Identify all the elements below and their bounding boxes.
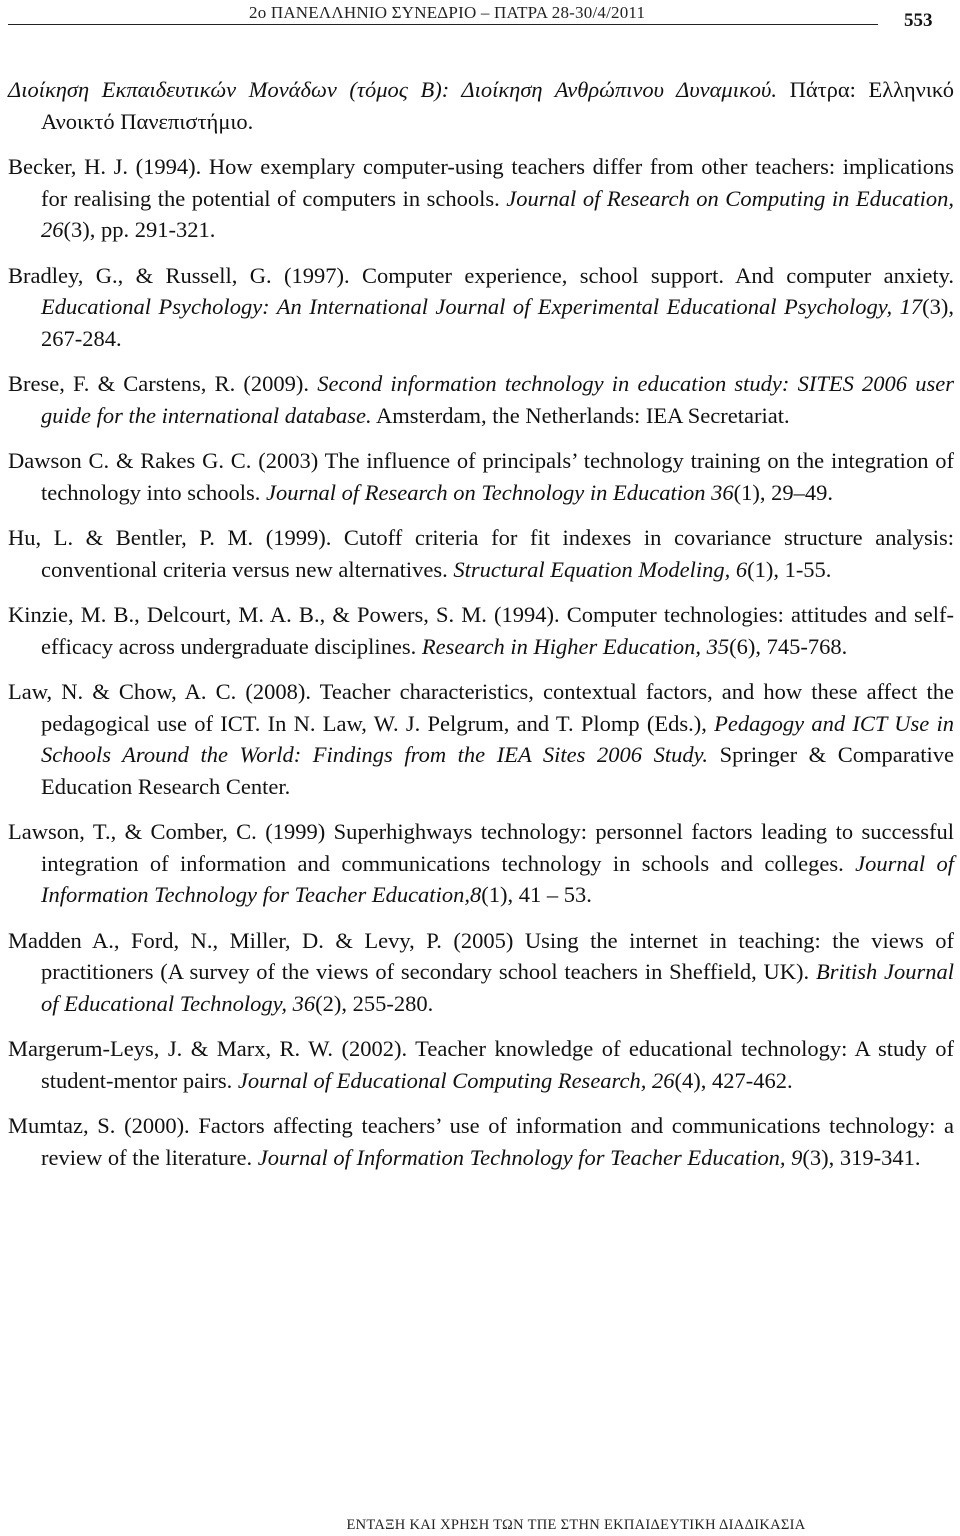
page-header bbox=[0, 0, 960, 40]
reference-item bbox=[8, 676, 954, 802]
reference-item bbox=[8, 599, 954, 662]
reference-authors: Becker, H. J. (1994). How exemplary computer-using teachers differ from other teachers: implications for realising the potential of computers in schools. bbox=[8, 154, 954, 211]
reference-authors: Lawson, T., & Comber, C. (1999) Superhighways technology: personnel factors leading to successful integration of information and communications technology in schools and colleges. bbox=[8, 819, 954, 876]
reference-pages: (4), 427-462. bbox=[674, 1067, 793, 1093]
reference-authors: Law, N. & Chow, A. C. (2008). Teacher characteristics, contextual factors, and how these affect the pedagogical use of ICT. In N. Law, W. J. Pelgrum, and T. Plomp (Eds.), bbox=[8, 679, 954, 736]
reference-publisher: Πάτρα: Ελληνικό Ανοικτό Πανεπιστήμιο. bbox=[41, 77, 954, 134]
reference-journal: Journal of Research on Computing in Education, 26 bbox=[41, 185, 954, 242]
reference-journal: Journal of Research on Technology in Education 36 bbox=[265, 479, 734, 505]
reference-title: Διοίκηση Εκπαιδευτικών Μονάδων (τόμος Β): Διοίκηση Ανθρώπινου Δυναμικού. bbox=[8, 77, 777, 102]
reference-item bbox=[8, 151, 954, 246]
reference-item bbox=[8, 1110, 954, 1173]
reference-item bbox=[8, 74, 954, 137]
reference-item bbox=[8, 445, 954, 508]
reference-item bbox=[8, 925, 954, 1020]
reference-pages: (1), 1-55. bbox=[747, 556, 832, 582]
reference-authors: Mumtaz, S. (2000). Factors affecting teachers’ use of information and communications technology: a review of the literature. bbox=[8, 1113, 954, 1170]
header-rule bbox=[8, 24, 878, 25]
reference-list bbox=[8, 74, 954, 1187]
reference-item bbox=[8, 522, 954, 585]
reference-pages: Amsterdam, the Netherlands: IEA Secretariat. bbox=[371, 402, 790, 428]
reference-item bbox=[8, 260, 954, 355]
reference-authors: Dawson C. & Rakes G. C. (2003) The influence of principals’ technology training on the integration of technology into schools. bbox=[8, 448, 954, 505]
reference-authors: Hu, L. & Bentler, P. M. (1999). Cutoff criteria for fit indexes in covariance structure analysis: conventional criteria versus new alternatives. bbox=[8, 525, 954, 582]
reference-journal: Research in Higher Education, 35 bbox=[421, 633, 730, 659]
reference-journal: Journal of Information Technology for Teacher Education, 9 bbox=[257, 1144, 803, 1170]
reference-authors: Madden A., Ford, N., Miller, D. & Levy, P. (2005) Using the internet in teaching: the views of practitioners (A survey of the views of secondary school teachers in Sheffield, UK). bbox=[8, 927, 954, 984]
reference-authors: Margerum-Leys, J. & Marx, R. W. (2002). Teacher knowledge of educational technology: A study of student-mentor pairs. bbox=[8, 1036, 954, 1093]
reference-pages: (1), 29–49. bbox=[733, 479, 834, 505]
page-number: 553 bbox=[904, 10, 933, 31]
reference-journal: Structural Equation Modeling, 6 bbox=[453, 556, 748, 582]
reference-pages: Springer & Comparative Education Research Center. bbox=[41, 742, 954, 799]
reference-pages: (1), 41 – 53. bbox=[481, 882, 592, 907]
reference-authors: Brese, F. & Carstens, R. (2009). bbox=[8, 371, 318, 396]
footer-text: ΕΝΤΑΞΗ ΚΑΙ ΧΡΗΣΗ ΤΩΝ ΤΠΕ ΣΤΗΝ ΕΚΠΑΙΔΕΥΤΙΚΗ ΔΙΑΔΙΚΑΣΙΑ bbox=[346, 1517, 806, 1533]
conference-title: 2ο ΠΑΝΕΛΛΗΝΙΟ ΣΥΝΕΔΡΙΟ – ΠΑΤΡΑ 28-30/4/2011 bbox=[249, 3, 646, 22]
reference-journal: Journal of Information Technology for Teacher Education,8 bbox=[41, 850, 954, 907]
reference-journal: Second information technology in education study: SITES 2006 user guide for the international database. bbox=[41, 371, 954, 428]
reference-pages: (3), 319-341. bbox=[802, 1144, 921, 1170]
reference-journal: Pedagogy and ICT Use in Schools Around the World: Findings from the IEA Sites 2006 Study. bbox=[41, 710, 954, 767]
reference-item bbox=[8, 816, 954, 911]
reference-pages: (3), pp. 291-321. bbox=[63, 217, 216, 242]
reference-pages: (6), 745-768. bbox=[729, 633, 848, 659]
reference-item bbox=[8, 1033, 954, 1096]
page-footer bbox=[0, 1517, 960, 1534]
reference-authors: Kinzie, M. B., Delcourt, M. A. B., & Powers, S. M. (1994). Computer technologies: attitudes and self-efficacy across undergraduate disciplines. bbox=[8, 602, 954, 659]
reference-journal: Educational Psychology: An International Journal of Experimental Educational Psychology, 17 bbox=[41, 294, 923, 319]
reference-item bbox=[8, 368, 954, 431]
reference-journal: Journal of Educational Computing Research, 26 bbox=[237, 1067, 675, 1093]
reference-pages: (3), 267-284. bbox=[41, 294, 954, 351]
reference-authors: Bradley, G., & Russell, G. (1997). Computer experience, school support. And computer anxiety. bbox=[8, 262, 954, 288]
reference-pages: (2), 255-280. bbox=[315, 990, 434, 1016]
reference-journal: British Journal of Educational Technology, 36 bbox=[41, 959, 954, 1016]
